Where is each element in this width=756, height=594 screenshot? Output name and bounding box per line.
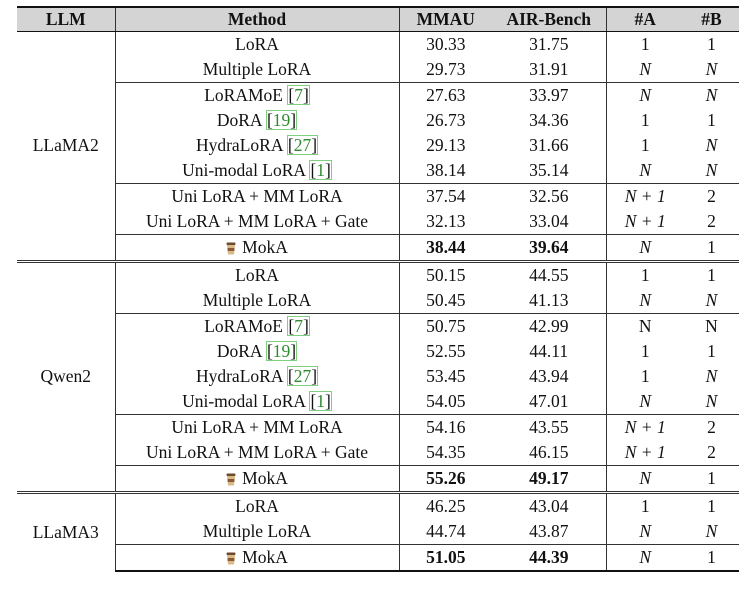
mmau-value: 26.73	[399, 108, 492, 133]
mmau-value: 54.16	[399, 415, 492, 441]
air-bench-value: 33.97	[492, 83, 606, 109]
b-count: 2	[684, 415, 739, 441]
air-bench-value: 49.17	[492, 466, 606, 493]
citation-box[interactable]: [7]	[288, 315, 309, 336]
b-count: 1	[684, 262, 739, 289]
method-cell	[115, 108, 399, 133]
a-count: N	[606, 83, 684, 109]
citation-box[interactable]: [27]	[287, 365, 318, 386]
air-bench-value: 31.66	[529, 134, 569, 155]
citation-link[interactable]: 27	[293, 365, 312, 386]
a-count: N	[606, 158, 684, 184]
b-count: 1	[684, 466, 739, 493]
mmau-value: 27.63	[399, 83, 492, 109]
a-count: 1	[606, 32, 684, 58]
method-name: HydraLoRA	[195, 134, 283, 155]
method-name: LoRA	[235, 495, 279, 516]
citation-link[interactable]: 7	[294, 84, 303, 105]
table-body	[17, 32, 739, 572]
method-cell	[115, 158, 399, 184]
table-row	[17, 83, 739, 109]
header-a: #A	[606, 7, 684, 32]
mmau-value: 50.15	[399, 262, 492, 289]
method-cell	[115, 389, 399, 415]
air-bench-value: 43.94	[529, 365, 569, 386]
table-row	[17, 466, 739, 493]
mmau-value: 30.33	[399, 32, 492, 58]
b-count: N	[705, 289, 718, 310]
llm-name: LLaMA2	[32, 135, 99, 156]
a-count: N	[606, 545, 684, 572]
method-cell	[115, 545, 399, 572]
a-count: 1	[606, 133, 684, 158]
air-bench-value: 44.55	[492, 262, 606, 289]
coffee-cup-icon	[226, 242, 236, 254]
a-count: 1	[606, 493, 684, 520]
method-name: Multiple LoRA	[202, 520, 312, 541]
method-cell	[115, 314, 399, 340]
method-name: Uni LoRA + MM LoRA	[171, 416, 343, 437]
method-cell	[115, 184, 399, 210]
table-row	[17, 262, 739, 289]
table-row	[17, 339, 739, 364]
mmau-value: 37.54	[399, 184, 492, 210]
llm-name: Qwen2	[17, 262, 115, 493]
citation-link[interactable]: 7	[294, 315, 303, 336]
table-header	[17, 7, 739, 32]
citation-box[interactable]: [27]	[287, 134, 318, 155]
air-bench-value: 46.15	[529, 441, 569, 462]
method-name: LoRAMoE	[204, 84, 283, 105]
citation-link[interactable]: 1	[316, 390, 326, 411]
table-row	[17, 314, 739, 340]
mmau-value: 53.45	[399, 364, 492, 389]
method-name: DoRA	[216, 340, 262, 361]
b-count: N	[705, 58, 718, 79]
coffee-cup-icon	[226, 473, 236, 485]
citation-link[interactable]: 1	[316, 159, 326, 180]
method-cell	[115, 133, 399, 158]
air-bench-value: 43.04	[492, 493, 606, 520]
table-row	[17, 545, 739, 572]
air-bench-value: 41.13	[529, 289, 569, 310]
b-count: N	[684, 314, 739, 340]
air-bench-value: 31.75	[529, 33, 569, 54]
mmau-value: 38.44	[399, 235, 492, 262]
a-count: N	[606, 466, 684, 493]
method-cell	[115, 83, 399, 109]
b-count: N	[705, 134, 718, 155]
table-row	[17, 389, 739, 415]
table-row	[17, 209, 739, 235]
a-count: N	[606, 389, 684, 415]
citation-box[interactable]: [19]	[266, 109, 297, 130]
air-bench-value: 42.99	[492, 314, 606, 340]
a-count: 1	[606, 364, 684, 389]
llm-name: LLaMA3	[17, 493, 115, 572]
method-cell	[115, 519, 399, 545]
b-count: 2	[684, 184, 739, 210]
table-row	[17, 415, 739, 441]
b-count: 1	[684, 493, 739, 520]
a-count: N + 1	[606, 440, 684, 466]
citation-box[interactable]: [1]	[310, 159, 331, 180]
air-bench-value: 33.04	[529, 210, 569, 231]
citation-box[interactable]: [1]	[310, 390, 331, 411]
method-name: Uni-modal LoRA	[182, 390, 306, 411]
air-bench-value: 39.64	[492, 235, 606, 262]
a-count: 1	[606, 262, 684, 289]
method-name: LoRA	[235, 264, 279, 285]
table-row	[17, 133, 739, 158]
b-count: N	[705, 159, 718, 180]
mmau-value: 55.26	[399, 466, 492, 493]
method-name: MokA	[242, 467, 288, 488]
air-bench-value: 43.87	[529, 520, 569, 541]
air-bench-value: 34.36	[529, 109, 569, 130]
method-cell	[115, 440, 399, 466]
a-count: N	[606, 314, 684, 340]
air-bench-value: 43.55	[492, 415, 606, 441]
header-b: #B	[684, 7, 739, 32]
b-count: 1	[684, 545, 739, 572]
mmau-value: 50.45	[399, 288, 492, 314]
header-row	[17, 7, 739, 32]
mmau-value: 29.73	[399, 57, 492, 83]
b-count: 2	[707, 441, 716, 462]
table-row	[17, 519, 739, 545]
method-cell	[115, 262, 399, 289]
method-name: Uni-modal LoRA	[182, 159, 306, 180]
mmau-value: 52.55	[399, 339, 492, 364]
method-cell	[115, 32, 399, 58]
a-count: N	[606, 519, 684, 545]
method-name: DoRA	[216, 109, 262, 130]
results-table	[17, 6, 739, 572]
b-count: N	[705, 390, 718, 411]
method-cell	[115, 493, 399, 520]
air-bench-value: 31.91	[529, 58, 569, 79]
mmau-value: 44.74	[399, 519, 492, 545]
mmau-value: 32.13	[399, 209, 492, 235]
mmau-value: 29.13	[399, 133, 492, 158]
b-count: 1	[684, 235, 739, 262]
b-count: N	[705, 365, 718, 386]
mmau-value: 51.05	[399, 545, 492, 572]
mmau-value: 54.05	[399, 389, 492, 415]
b-count: 1	[707, 340, 716, 361]
header-llm: LLM	[17, 7, 115, 32]
b-count: 2	[707, 210, 716, 231]
method-name: MokA	[242, 236, 288, 257]
header-mmau: MMAU	[399, 7, 492, 32]
citation-box[interactable]: [7]	[288, 84, 309, 105]
table-row	[17, 158, 739, 184]
method-name: Uni LoRA + MM LoRA + Gate	[146, 210, 368, 231]
citation-link[interactable]: 19	[272, 109, 291, 130]
a-count: N + 1	[606, 209, 684, 235]
a-count: N + 1	[606, 415, 684, 441]
a-count: N	[606, 57, 684, 83]
method-name: Uni LoRA + MM LoRA + Gate	[146, 441, 368, 462]
method-name: LoRAMoE	[204, 315, 283, 336]
mmau-value: 38.14	[399, 158, 492, 184]
mmau-value: 50.75	[399, 314, 492, 340]
a-count: 1	[606, 339, 684, 364]
method-name: LoRA	[235, 33, 279, 54]
mmau-value: 46.25	[399, 493, 492, 520]
coffee-cup-icon	[226, 552, 236, 564]
a-count: N	[606, 288, 684, 314]
a-count: N + 1	[606, 184, 684, 210]
table-row	[17, 184, 739, 210]
method-cell	[115, 235, 399, 262]
header-method: Method	[115, 7, 399, 32]
method-cell	[115, 57, 399, 83]
air-bench-value: 35.14	[529, 159, 569, 180]
table-row	[17, 57, 739, 83]
method-cell	[115, 466, 399, 493]
method-cell	[115, 339, 399, 364]
method-cell	[115, 364, 399, 389]
b-count: N	[705, 520, 718, 541]
citation-link[interactable]: 19	[272, 340, 291, 361]
a-count: 1	[606, 108, 684, 133]
header-air-bench: AIR-Bench	[492, 7, 606, 32]
air-bench-value: 44.39	[492, 545, 606, 572]
air-bench-value: 32.56	[492, 184, 606, 210]
method-cell	[115, 209, 399, 235]
table-row	[17, 32, 739, 58]
mmau-value: 54.35	[399, 440, 492, 466]
b-count: 1	[707, 109, 716, 130]
air-bench-value: 47.01	[529, 390, 569, 411]
table-row	[17, 364, 739, 389]
method-cell	[115, 288, 399, 314]
method-name: Uni LoRA + MM LoRA	[171, 185, 343, 206]
air-bench-value: 44.11	[529, 340, 569, 361]
citation-box[interactable]: [19]	[266, 340, 297, 361]
b-count: 1	[707, 33, 716, 54]
method-name: MokA	[242, 546, 288, 567]
citation-link[interactable]: 27	[293, 134, 312, 155]
method-name: HydraLoRA	[195, 365, 283, 386]
method-name: Multiple LoRA	[202, 289, 312, 310]
table-row	[17, 288, 739, 314]
method-cell	[115, 415, 399, 441]
table-row	[17, 235, 739, 262]
a-count: N	[606, 235, 684, 262]
b-count: N	[684, 83, 739, 109]
table-row	[17, 108, 739, 133]
table-row	[17, 440, 739, 466]
table-row	[17, 493, 739, 520]
method-name: Multiple LoRA	[202, 58, 312, 79]
